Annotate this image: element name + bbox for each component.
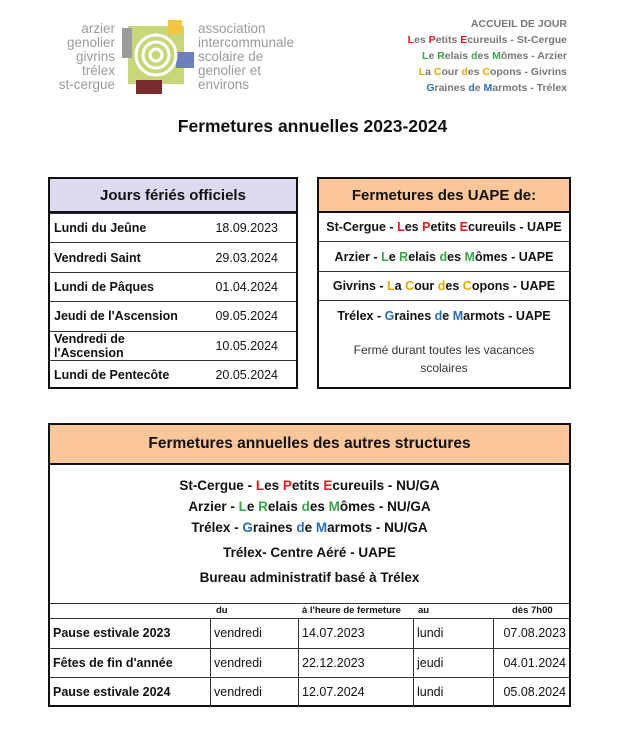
- closure-row: [50, 677, 569, 707]
- closure-day-to: jeudi: [414, 649, 494, 678]
- accueil-line: Graines de Marmots - Trélex: [426, 82, 567, 94]
- uape-row: Givrins - La Cour des Copons - UAPE: [319, 272, 569, 301]
- holiday-date: 09.05.2024: [215, 309, 278, 324]
- holiday-date: 20.05.2024: [215, 368, 278, 383]
- holiday-name: Vendredi Saint: [54, 250, 141, 265]
- uape-table: [317, 177, 571, 389]
- holiday-date: 10.05.2024: [215, 338, 278, 353]
- holiday-date: 18.09.2023: [215, 221, 278, 236]
- holidays-heading: Jours fériés officiels: [50, 179, 296, 213]
- closure-date-from: 14.07.2023: [299, 619, 414, 648]
- closure-date-from: 12.07.2024: [299, 678, 414, 707]
- structure-line: Trélex- Centre Aéré - UAPE: [223, 545, 396, 560]
- accueil-title: ACCUEIL DE JOUR: [470, 18, 567, 30]
- village-name: trélex: [81, 63, 115, 78]
- association-line: intercommunale: [198, 35, 295, 50]
- uape-row: Arzier - Le Relais des Mômes - UAPE: [319, 242, 569, 271]
- uape-note: Fermé durant toutes les vacances scolaires: [353, 342, 535, 375]
- other-structures-table: [48, 423, 571, 707]
- col-du: du: [216, 605, 228, 616]
- holiday-row: [50, 272, 296, 301]
- holiday-row: [50, 213, 296, 242]
- closure-day-to: lundi: [414, 619, 494, 648]
- holiday-row: [50, 331, 296, 360]
- closure-name: Pause estivale 2023: [50, 619, 211, 648]
- closure-date-to: 07.08.2023: [503, 626, 566, 641]
- holidays-table: [48, 177, 298, 389]
- uape-heading: Fermetures des UAPE de:: [319, 179, 569, 213]
- page-title: Fermetures annuelles 2023-2024: [177, 116, 448, 136]
- closure-name: Pause estivale 2024: [50, 678, 211, 707]
- holiday-date: 29.03.2024: [215, 250, 278, 265]
- structure-line: Bureau administratif basé à Trélex: [199, 570, 420, 585]
- association-line: scolaire de: [198, 49, 264, 64]
- association-line: genolier et: [198, 63, 262, 78]
- holiday-name: Lundi de Pâques: [54, 279, 155, 294]
- holiday-date: 01.04.2024: [215, 279, 278, 294]
- closure-row: [50, 618, 569, 648]
- closure-date-from: 22.12.2023: [299, 649, 414, 678]
- closure-column-headers: [50, 603, 569, 619]
- structure-line: Arzier - Le Relais des Mômes - NU/GA: [188, 499, 431, 514]
- col-des: dès 7h00: [512, 605, 553, 616]
- closure-row: [50, 648, 569, 678]
- village-list: [40, 22, 115, 92]
- closure-day-to: lundi: [414, 678, 494, 707]
- uape-row: Trélex - Graines de Marmots - UAPE: [337, 308, 551, 323]
- closure-day-from: vendredi: [211, 619, 299, 648]
- association-line: environs: [198, 77, 250, 92]
- village-name: st-cergue: [58, 77, 115, 92]
- holiday-row: [50, 360, 296, 389]
- association-logo: [120, 18, 196, 96]
- holiday-name: Jeudi de l'Ascension: [54, 309, 178, 324]
- closure-date-to: 04.01.2024: [503, 655, 566, 670]
- holiday-name: Vendredi de l'Ascension: [54, 331, 125, 360]
- village-name: arzier: [81, 21, 115, 36]
- association-line: association: [198, 21, 266, 36]
- holiday-name: Lundi de Pentecôte: [54, 368, 170, 383]
- accueil-line: Le Relais des Mômes - Arzier: [422, 50, 567, 62]
- holiday-row: [50, 242, 296, 271]
- structure-list: [50, 465, 569, 588]
- closure-date-to: 05.08.2024: [503, 685, 566, 700]
- accueil-line: Les Petits Ecureuils - St-Cergue: [407, 34, 567, 46]
- uape-row: St-Cergue - Les Petits Ecureuils - UAPE: [319, 213, 569, 242]
- village-name: givrins: [75, 49, 115, 64]
- closure-day-from: vendredi: [211, 678, 299, 707]
- structure-line: St-Cergue - Les Petits Ecureuils - NU/GA: [179, 478, 440, 493]
- others-heading: Fermetures annuelles des autres structures: [50, 425, 569, 465]
- holiday-name: Lundi du Jeûne: [54, 221, 147, 236]
- association-name: [198, 22, 328, 92]
- accueil-de-jour: [408, 16, 567, 96]
- accueil-line: La Cour des Copons - Givrins: [418, 66, 567, 78]
- col-heure: à l'heure de fermeture: [302, 605, 401, 616]
- closure-day-from: vendredi: [211, 649, 299, 678]
- closure-name: Fêtes de fin d'année: [50, 649, 211, 678]
- structure-line: Trélex - Graines de Marmots - NU/GA: [191, 520, 428, 535]
- col-au: au: [418, 605, 430, 616]
- holiday-row: [50, 301, 296, 330]
- village-name: genolier: [66, 35, 115, 50]
